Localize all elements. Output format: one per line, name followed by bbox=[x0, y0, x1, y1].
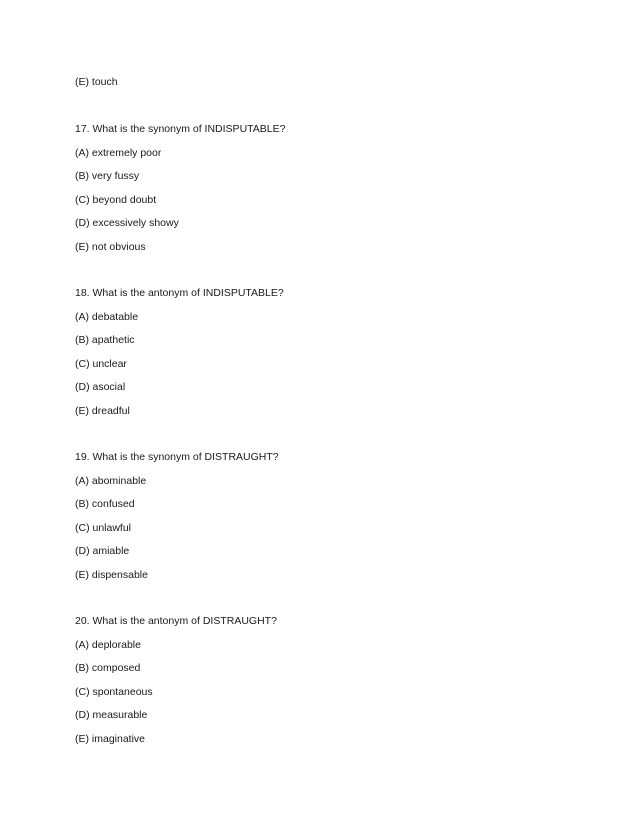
question-prompt: 18. What is the antonym of INDISPUTABLE? bbox=[75, 287, 284, 299]
option-b: (B) confused bbox=[75, 498, 135, 510]
option-c: (C) beyond doubt bbox=[75, 194, 157, 206]
option-c: (C) spontaneous bbox=[75, 686, 153, 698]
option-b: (B) composed bbox=[75, 662, 141, 674]
option-c: (C) unclear bbox=[75, 358, 127, 370]
option-d: (D) asocial bbox=[75, 381, 126, 393]
option-d: (D) amiable bbox=[75, 545, 130, 557]
option-a: (A) extremely poor bbox=[75, 147, 162, 159]
option-b: (B) very fussy bbox=[75, 170, 140, 182]
option-e: (E) dispensable bbox=[75, 569, 148, 581]
option-e: (E) imaginative bbox=[75, 733, 146, 745]
option-c: (C) unlawful bbox=[75, 522, 132, 534]
lead-option: (E) touch bbox=[75, 76, 118, 88]
option-a: (A) deplorable bbox=[75, 639, 141, 651]
option-a: (A) debatable bbox=[75, 311, 139, 323]
option-a: (A) abominable bbox=[75, 475, 147, 487]
option-d: (D) measurable bbox=[75, 709, 148, 721]
option-e: (E) dreadful bbox=[75, 405, 130, 417]
question-prompt: 17. What is the synonym of INDISPUTABLE? bbox=[75, 123, 286, 135]
option-b: (B) apathetic bbox=[75, 334, 135, 346]
option-e: (E) not obvious bbox=[75, 241, 146, 253]
question-prompt: 19. What is the synonym of DISTRAUGHT? bbox=[75, 451, 279, 463]
option-d: (D) excessively showy bbox=[75, 217, 179, 229]
question-prompt: 20. What is the antonym of DISTRAUGHT? bbox=[75, 615, 277, 627]
